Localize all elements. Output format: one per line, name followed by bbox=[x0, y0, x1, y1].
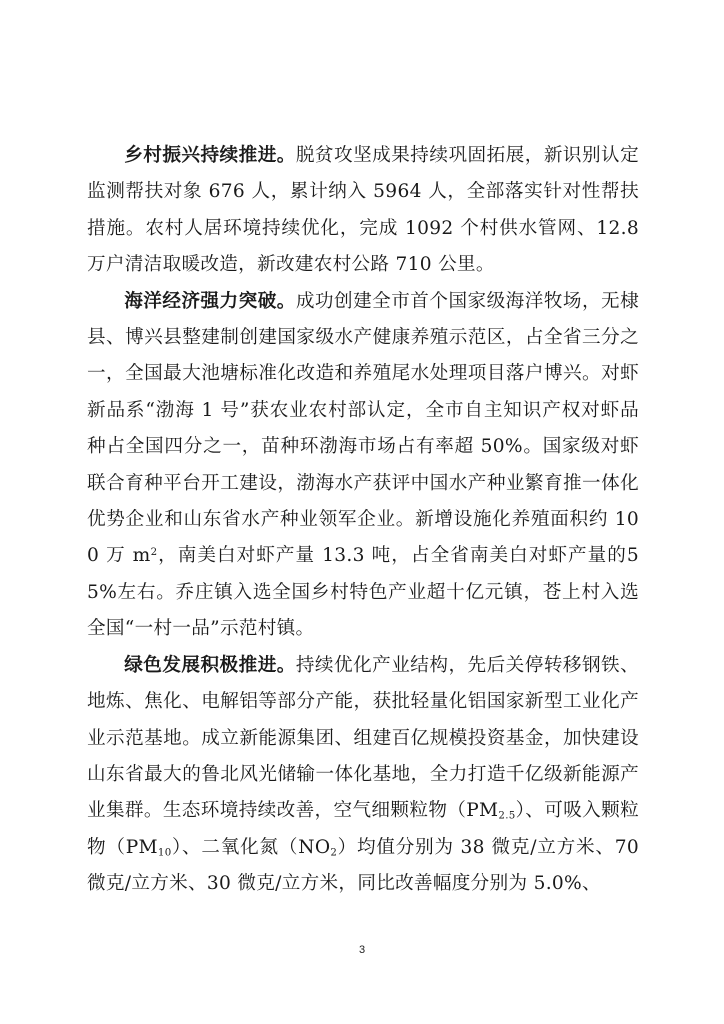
paragraph-text: 持续优化产业结构，先后关停转移钢铁、地炼、焦化、电解铝等部分产能，获批轻量化铝国家新型工业化产业示范基地。成立新能源集团、组建百亿规模投资基金，加快建设山东省最大的鲁北风光储输一体化基地，全力打造千亿级新能源产业集群。生态环境持续改善，空气细颗粒物（PM bbox=[87, 654, 640, 822]
paragraph-rural-revitalization bbox=[87, 138, 639, 284]
paragraph-text: ）均值分别为 38 微克/立方米、70 微克/立方米、30 微克/立方米，同比改善幅度分别为 5.0%、 bbox=[87, 836, 640, 895]
paragraph-green-development bbox=[87, 648, 639, 903]
subscript-no2: 2 bbox=[330, 847, 338, 859]
paragraph-heading: 海洋经济强力突破。 bbox=[124, 290, 296, 312]
subscript-pm10: 10 bbox=[157, 847, 172, 859]
paragraph-text: 成功创建全市首个国家级海洋牧场，无棣县、博兴县整建制创建国家级水产健康养殖示范区，占全省三分之一，全国最大池塘标准化改造和养殖尾水处理项目落户博兴。对虾新品系“渤海 1 号”获农业农村部认定，全市自主知识产权对虾品种占全国四分之一，苗种环渤海市场占有率超 50%。国家级对虾联合育种平台开工建设，渤海水产获评中国水产种业繁育推一体化优势企业和山东省水产种业领军企业。新增设施化养殖面积约 100 万 m bbox=[87, 290, 640, 567]
paragraph-text: ）、可吸入颗粒物（PM bbox=[87, 800, 639, 858]
paragraph-heading: 乡村振兴持续推进。 bbox=[124, 145, 296, 166]
body-text bbox=[87, 138, 639, 903]
superscript-unit: 2 bbox=[150, 547, 158, 559]
paragraph-text: ）、二氧化氮（NO bbox=[171, 836, 331, 858]
page-number: 3 bbox=[358, 944, 366, 956]
paragraph-marine-economy bbox=[87, 284, 639, 648]
paragraph-text: 脱贫攻坚成果持续巩固拓展，新识别认定监测帮扶对象 676 人，累计纳入 5964 人，全部落实针对性帮扶措施。农村人居环境持续优化，完成 1092 个村供水管网、12.8 万户清洁取暖改造，新改建农村公路 710 公里。 bbox=[87, 145, 640, 276]
paragraph-heading: 绿色发展积极推进。 bbox=[124, 654, 296, 676]
paragraph-text: ，南美白对虾产量 13.3 吨，占全省南美白对虾产量的55%左右。乔庄镇入选全国乡村特色产业超十亿元镇，苍上村入选全国“一村一品”示范村镇。 bbox=[87, 545, 639, 640]
subscript-pm25: 2.5 bbox=[498, 810, 516, 822]
